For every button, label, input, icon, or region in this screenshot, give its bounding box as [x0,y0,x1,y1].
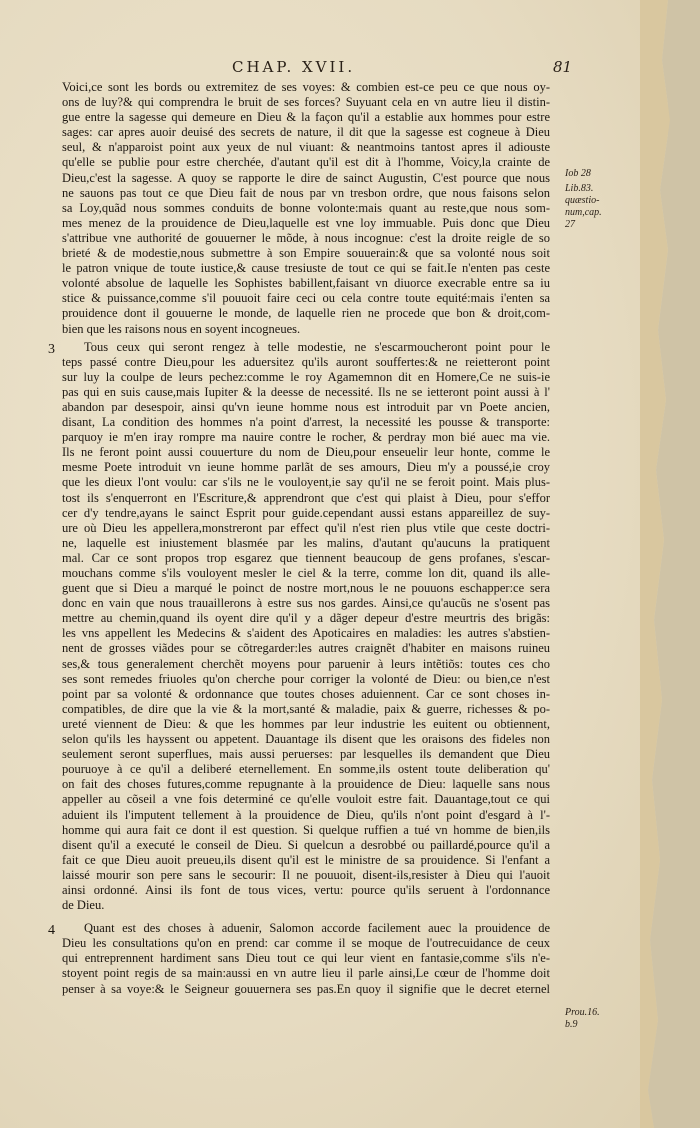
text-line: ses,& tous generalement cherchẽt moyens pour paruenir à leurs intẽtiõs: toutes ces cho [62,656,550,671]
body-text [48,80,550,997]
text-line: compatibles, de dire que la vie & la mort,santé & maladie, paix & guerre, richesses & po- [62,701,550,716]
text-line: mouchans comme s'ils vouloyent mesler le ciel & la terre, comme lon dit, quand ils alle- [62,566,550,580]
text-line: s'attribue vne authorité de gouuerner le mõde, à nous incognue: c'est la droite reigle de so [62,230,550,245]
text-line: abandon par desespoir, ainsi qu'vn ieune homme nous est introduit par vn Poete ancien, [62,399,550,414]
text-line: bien que les raisons nous en soyent incogneues. [62,321,301,336]
text-line: stoyent point regis de sa main:aussi en vn autre lieu il parle ainsi,Le cœur de l'homme doit [62,966,550,981]
text-line: on fait des choses futures,comme repugnante à la prouidence de Dieu: laquelle sans nous [62,777,550,792]
text-line: Tous ceux qui seront rengez à telle modestie, ne s'escarmoucheront point pour le [84,339,550,354]
text-line: ure où Dieu les appellera,monstreront par effect qu'il n'est rien plus vtile que ceste doctri- [62,520,550,535]
text-line: Ils ne feront point aussi couuerture du nom de Dieu,pour enseuelir leur honte, comme le [62,445,550,460]
text-line: mesme Poete introduit vn ieune homme parlãt de ses amours, Dieu m'y a poussé,ie croy [62,460,550,475]
text-line: ne sauons pas tout ce que Dieu fait de nous par vn tresbon ordre, que nous faisons selon [62,185,550,200]
paragraph-gap [62,913,550,921]
text-line: Dieu,c'est la sagesse. A quoy se rapporte le dire de sainct Augustin, C'est pource que nous [62,170,550,185]
text-line: donc en vain que nous trauaillerons à estre sus nos gardes. Ainsi,ce qu'aucũs ne s'osent pas [62,596,550,611]
text-line: mal. Car ce sont propos trop esgarez que tiennent beaucoup de gens profanes, s'escar- [62,550,550,565]
text-line: disent qu'il a executé le conseil de Dieu. Si quelcun a desrobbé ou paillardé,pource qu'il a [62,837,550,852]
paragraph-number: 3 [48,341,55,357]
page-header [0,58,668,78]
text-line: les vns appellent les Medecins & s'aident des Apoticaires en maladies: les autres s'abstien- [62,626,550,641]
paragraph-4 [48,921,550,996]
text-line: ses sont remedes friuoles qu'on cherche pour corriger la volonté de Dieu: ou bien,ce n'est [62,671,550,686]
text-line: guent que si Dieu a marqué le poinct de nostre mort,nous le ne pouuons eschapper:ce sera [62,581,550,596]
text-line: de Dieu. [62,898,105,913]
text-line: sa Loy,quãd nous sommes conduits de bonne volonte:mais quant au reste,que nous som- [62,200,550,215]
text-line: seul, & n'apparoist point aux yeux de nul viuant: & neantmoins tantost apres il adiouste [62,140,550,155]
paragraph-2 [62,80,550,337]
margin-note-job: Iob 28 [565,168,591,179]
text-line: brieté & de modestie,nous submettre à son Empire souuerain:& que sa volonté nous soit [62,246,550,261]
margin-note-augustin: Lib.83. quæstio-num,cap. 27 [565,183,602,230]
running-head: CHAP. XVII. [232,58,356,76]
text-line: point par sa volonté & ordonnance que toutes choses aduiennent. Car ce sont choses in- [62,686,550,701]
text-line: appeller au cõseil a vne fois determiné ce qu'elle vouloit estre fait. Dauantage,tout ce qui [62,792,550,807]
text-line: parquoy ie m'en iray rompre ma nauire contre le rocher, & perdray mon bié auec ma vie. [62,430,550,445]
text-line: homme qui aura fait ce dont il est question. Si quelque ruffien a tué vn homme de bien,ils [62,822,550,837]
text-line: qui entreprennent hardiment sans Dieu tout ce qui leur vient en fantasie,comme s'ils n'e- [62,951,550,966]
margin-note-proverbs: Prou.16. b.9 [565,1007,600,1030]
text-line: laissé mourir son pere sans le secourir: Il ne pouuoit, disent-ils,resister à Dieu qui l'auoit [62,867,550,882]
text-line: Quant est des choses à aduenir, Salomon accorde facilement auec la prouidence de [84,921,550,936]
text-line: Voici,ce sont les bords ou extremitez de ses voyes: & combien est-ce peu ce que nous oy- [62,80,550,94]
text-line: mettre au chemin,quand ils oyent dire qu'il y a dãger depeur d'estre meurtris des brigãs: [62,611,550,626]
text-line: ne, laquelle est iniustement blasmée par les malins, d'autant qu'aucuns la pratiquent [62,535,550,550]
text-line: selon qu'ils les hayssent ou appetent. Dauantage ils disent que les oraisons des fideles non [62,732,550,747]
text-line: Dieu les consultations qu'on en prend: car comme il se moque de l'outrecuidance de ceux [62,936,550,951]
text-line: volonté absolue de laquelle les Sophistes babillent,faisant vn diuorce execrable entre sa iu [62,276,550,291]
text-line: tost ils s'enquerront en l'Escriture,& apprendront que c'est qui plaist à Dieu, pour s'effor [62,490,550,505]
text-line: disant, La condition des hommes n'a point d'arrest, la necessité les pousse & transporte: [62,415,550,430]
text-line: mes menez de la prouidence de Dieu,laquelle est vne loy immuable. Puis donc que Dieu [62,215,550,230]
text-line: fait ce que Dieu auoit preueu,ils disent qu'il est le ministre de sa prouidence. Si l'enfant a [62,852,550,867]
torn-page-edge [640,0,700,1128]
text-line: le patron vnique de toute iustice,& cause tresiuste de tout ce qui se fait.Ie n'enten pas ceste [62,261,550,276]
paragraph-3 [48,339,550,914]
text-line: sages: car apres auoir deuisé des secrets de nature, il dit que la sagesse est cogneue à Dieu [62,125,550,140]
text-line: aduient ils l'imputent tellement à la prouidence de Dieu, qu'ils n'ont point d'esgard à l'- [62,807,550,822]
text-line: ons de luy?& qui comprendra le bruit de ses forces? Suyuant cela en vn autre lieu il distin- [62,95,550,110]
paragraph-number: 4 [48,923,55,939]
text-line: pouruoye à ce qu'il a deliberé eternellement. En somme,ils ostent toute deliberation qu' [62,762,550,777]
text-line: pas qui en suis cause,mais Iupiter & la deesse de necessité. Ils ne se ietteront point aussi à l' [62,384,550,399]
text-line: que les dieux l'ont voulu: car s'ils ne le vouloyent,ie say qu'il ne se feroit point. Mais plus- [62,475,550,490]
text-line: cer d'y tendre,ayans le sainct Esprit pour guide.cependant aussi estans appareillez de suy- [62,505,550,520]
text-line: gue entre la sagesse qui demeure en Dieu & la façon qu'il a establie aux hommes pour estre [62,110,550,125]
text-line: nent de grosses viãdes pour se cõtregarder:les autres craignẽt d'habiter en maisons ruineu [62,641,550,656]
text-line: prouidence dont il gouuerne le monde, de laquelle rien ne procede que bon & droit,com- [62,306,550,321]
text-line: seulement seront superflues, mais aussi peruerses: par lesquelles ils demandent que Dieu [62,747,550,762]
text-line: ainsi ordonné. Ainsi ils font de tous vices, vertu: pource qu'ils seruent à l'ordonnance [62,882,550,897]
text-line: qu'elle se publie pour estre cherchée, d'autant qu'il est dit à l'homme, Voicy,la crainte de [62,155,550,170]
text-line: stice & puissance,comme s'il pouuoit faire ceci ou cela contre toute equité:mais i'enten sa [62,291,550,306]
text-line: sur luy la coulpe de leurs pechez:comme le roy Agamemnon dit en Homere,Ce ne suis-ie [62,369,550,384]
text-line: ureté viennent de Dieu: & que les hommes par leur industrie les euitent ou obtiennent, [62,716,550,731]
page-number: 81 [553,58,573,76]
text-line: teps passé contre Dieu,pour les aduersitez qu'ils auront souffertes:& ne reietteront point [62,354,550,369]
text-line: penser à sa voye:& le Seigneur gouuernera ses pas.En quoy il signifie que le decret eternel [62,981,550,996]
